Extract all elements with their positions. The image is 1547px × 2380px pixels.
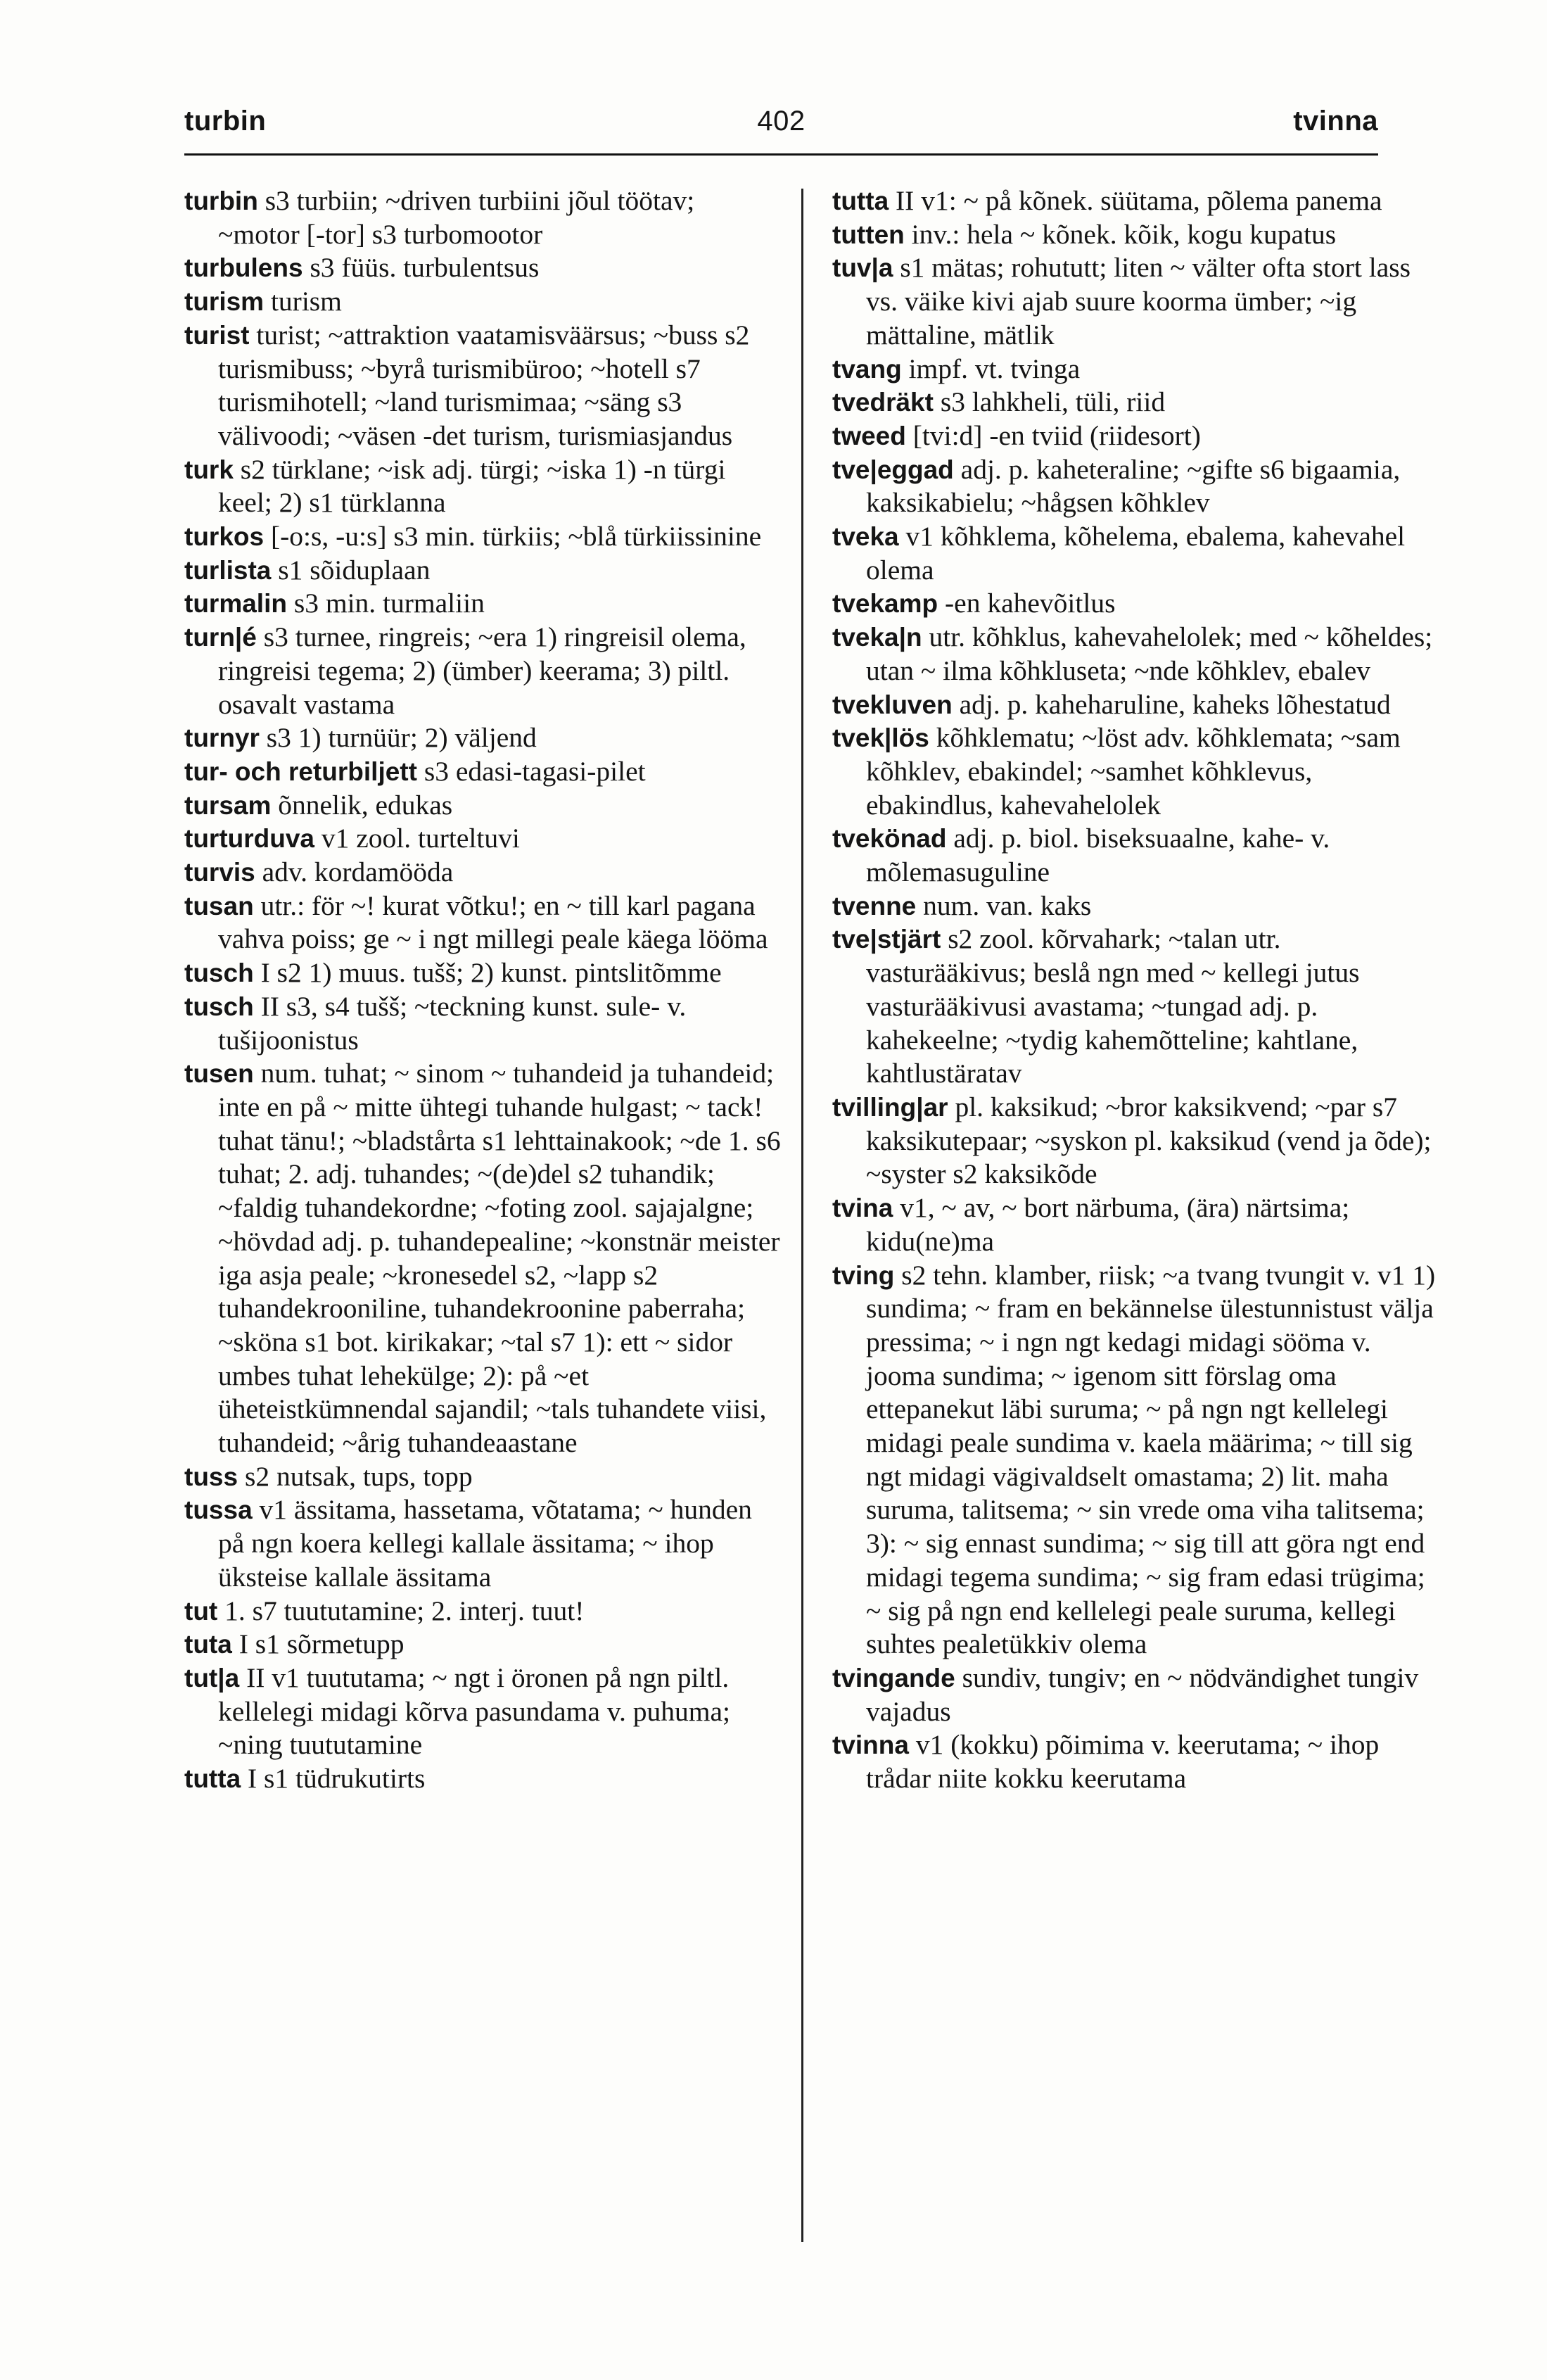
entry-headword: tusch — [184, 992, 254, 1021]
entry-headword: turist — [184, 320, 250, 350]
entry-definition: turist; ~attraktion vaatamisväärsus; ~buss s2 turismibuss; ~byrå turismibüroo; ~hotell s7 turismihotell; ~land turismimaa; ~säng s3 välivoodi; ~väsen -det turism, turismiasjandus — [218, 319, 750, 451]
dictionary-entry — [832, 1091, 1444, 1191]
dictionary-entry — [832, 621, 1444, 688]
entry-definition: I s2 1) muus. tušš; 2) kunst. pintslitõmme — [260, 957, 722, 989]
dictionary-entry — [184, 184, 782, 251]
entry-headword: tvedräkt — [832, 388, 934, 417]
dictionary-entry — [832, 1728, 1444, 1795]
dictionary-entry — [184, 1595, 782, 1628]
entry-definition: v1 ässitama, hassetama, võtatama; ~ hunden på ngn koera kellegi kallale ässitama; ~ ihop üksteise kallale ässitama — [218, 1494, 752, 1593]
dictionary-entry — [184, 789, 782, 823]
entry-definition: [-o:s, -u:s] s3 min. türkiis; ~blå türkiissinine — [270, 521, 762, 552]
entry-headword: tvek|lös — [832, 723, 929, 753]
dictionary-entry — [184, 755, 782, 789]
entry-definition: inv.: hela ~ kõnek. kõik, kogu kupatus — [911, 218, 1337, 250]
entry-headword: tusch — [184, 958, 254, 988]
entry-definition: turism — [270, 286, 342, 317]
dictionary-entry — [184, 621, 782, 721]
entry-definition: s2 zool. kõrvahark; ~talan utr. vasturääkivus; beslå ngn med ~ kellegi jutus vasturääkivusi avastama; ~tungad adj. p. kahekeelne; ~tydig kahemõtteline; kahtlane, kahtlustäratav — [866, 923, 1360, 1089]
entry-definition: -en kahevõitlus — [945, 588, 1116, 619]
dictionary-entry — [184, 1762, 782, 1796]
entry-definition: num. van. kaks — [923, 890, 1092, 921]
dictionary-entry — [184, 1460, 782, 1494]
entry-definition: utr. kõhklus, kahevahelolek; med ~ kõheldes; utan ~ ilma kõhkluseta; ~nde kõhklev, ebalev — [866, 621, 1433, 686]
entry-headword: tvina — [832, 1194, 893, 1223]
entry-headword: tvinna — [832, 1730, 909, 1760]
entry-headword: tveka — [832, 522, 899, 552]
entry-definition: sundiv, tungiv; en ~ nödvändighet tungiv vajadus — [866, 1661, 1419, 1727]
entry-definition: s3 edasi-tagasi-pilet — [424, 755, 646, 787]
entry-headword: turvis — [184, 858, 255, 887]
entry-headword: turbin — [184, 186, 258, 215]
entry-definition: s3 turnee, ringreis; ~era 1) ringreisil olema, ringreisi tegema; 2) (ümber) keerama; 3) piltl. osavalt vastama — [218, 621, 746, 720]
entry-headword: tuss — [184, 1462, 238, 1491]
entry-definition: [tvi:d] -en tviid (riidesort) — [912, 419, 1201, 451]
entry-headword: tutten — [832, 220, 905, 249]
dictionary-entry — [832, 218, 1444, 252]
entry-definition: 1. s7 tuututamine; 2. interj. tuut! — [224, 1595, 585, 1626]
dictionary-entry — [184, 285, 782, 319]
dictionary-entry — [184, 587, 782, 621]
dictionary-entry — [184, 319, 782, 453]
dictionary-entry — [832, 386, 1444, 419]
entry-headword: turnyr — [184, 723, 260, 753]
entry-headword: tuv|a — [832, 253, 893, 283]
entry-headword: tusan — [184, 891, 254, 920]
dictionary-entry — [184, 721, 782, 755]
dictionary-entry — [832, 1661, 1444, 1728]
dictionary-entry — [832, 520, 1444, 587]
dictionary-entry — [184, 1057, 782, 1460]
entry-definition: v1 (kokku) põimima v. keerutama; ~ ihop trådar niite kokku keerutama — [866, 1729, 1380, 1795]
entry-headword: tvekönad — [832, 824, 947, 854]
entry-definition: I s1 sõrmetupp — [238, 1628, 405, 1660]
dictionary-entry — [832, 251, 1444, 352]
dictionary-entry — [184, 890, 782, 956]
entry-headword: tvekluven — [832, 690, 953, 719]
dictionary-entry — [832, 353, 1444, 386]
dictionary-entry — [184, 1661, 782, 1762]
dictionary-entry — [832, 1259, 1444, 1661]
dictionary-entry — [184, 453, 782, 520]
entry-definition: II v1 tuututama; ~ ngt i öronen på ngn piltl. kellelegi midagi kõrva pasundama v. puhuma; ~ning tuututamine — [218, 1661, 730, 1761]
entry-definition: I s1 tüdrukutirts — [248, 1763, 426, 1795]
entry-headword: tur- och returbiljett — [184, 757, 417, 786]
entry-definition: s2 türklane; ~isk adj. türgi; ~iska 1) -n türgi keel; 2) s1 türklanna — [218, 453, 726, 519]
entry-headword: tve|eggad — [832, 455, 954, 484]
entry-headword: turbulens — [184, 253, 303, 283]
header-rule — [184, 153, 1378, 156]
entry-headword: tursam — [184, 790, 272, 820]
entry-definition: s2 tehn. klamber, riisk; ~a tvang tvungit v. v1 1) sundima; ~ fram en bekännelse ülestunnistust välja pressima; ~ i ngn ngt kedagi midagi sööma v. jooma sundima; ~ igenom sitt förslag oma ettepanekut läbi suruma; ~ på ngn ngt kellelegi midagi peale sundima v. kaela määrima; ~ till sig ngt midagi vägivaldselt omastama; 2) lit. maha suruma, talitsema; ~ sin vrede oma viha talitsema; 3): ~ sig ennast sundima; ~ sig till att göra ngt end midagi tegema sundima; ~ sig fram edasi trügima; ~ sig på ngn end kellelegi peale suruma, kellegi suhtes pealetükkiv olema — [866, 1259, 1436, 1660]
entry-headword: tusen — [184, 1059, 254, 1089]
dictionary-entry — [832, 587, 1444, 621]
entry-definition: adj. p. kaheteraline; ~gifte s6 bigaamia, kaksikabielu; ~hågsen kõhklev — [866, 453, 1401, 519]
entry-headword: tvang — [832, 354, 902, 384]
entry-headword: turkos — [184, 522, 265, 552]
entry-definition: pl. kaksikud; ~bror kaksikvend; ~par s7 kaksikutepaar; ~syskon pl. kaksikud (vend ja õde); ~syster s2 kaksikõde — [866, 1091, 1432, 1190]
entry-definition: s3 turbiin; ~driven turbiini jõul töötav; ~motor [-tor] s3 turbomootor — [218, 185, 695, 250]
entry-definition: num. tuhat; ~ sinom ~ tuhandeid ja tuhandeid; inte en på ~ mitte ühtegi tuhande hulgast; ~ tack! tuhat tänu!; ~bladstårta s1 lehttainakook; ~de 1. s6 tuhat; 2. adj. tuhandes; ~(de)del s2 tuhandik; ~faldig tuhandekordne; ~foting zool. sajajalgne; ~hövdad adj. p. tuhandepealine; ~konstnär meister iga asja peale; ~kronesedel s2, ~lapp s2 tuhandekrooniline, tuhandekroonine paberraha; ~sköna s1 bot. kirikakar; ~tal s7 1): ett ~ sidor umbes tuhat lehekülge; 2): på ~et üheteistkümnendal sajandil; ~tals tuhandete viisi, tuhandeid; ~årig tuhandeaastane — [218, 1058, 781, 1459]
entry-headword: tvingande — [832, 1663, 955, 1692]
dictionary-entry — [184, 990, 782, 1057]
dictionary-entry — [832, 923, 1444, 1091]
dictionary-entry — [832, 1191, 1444, 1258]
entry-definition: s3 lahkheli, tüli, riid — [940, 386, 1166, 418]
entry-headword: tweed — [832, 421, 906, 450]
entry-definition: adj. p. kaheharuline, kaheks lõhestatud — [959, 688, 1391, 720]
entry-definition: s3 füüs. turbulentsus — [310, 252, 540, 284]
dictionary-entry — [832, 688, 1444, 722]
dictionary-entry — [832, 184, 1444, 218]
page-number: 402 — [757, 106, 806, 137]
dictionary-entry — [832, 890, 1444, 923]
dictionary-entry — [184, 554, 782, 588]
page-header — [184, 106, 1378, 148]
entry-definition: adj. p. biol. biseksuaalne, kahe- v. mõlemasuguline — [866, 823, 1330, 888]
dictionary-entry — [184, 1493, 782, 1594]
entry-definition: adv. kordamööda — [262, 856, 454, 888]
entry-definition: s2 nutsak, tups, topp — [244, 1460, 473, 1492]
dictionary-entry — [184, 856, 782, 890]
entry-headword: turmalin — [184, 589, 287, 619]
dictionary-entry — [184, 956, 782, 990]
entry-headword: tussa — [184, 1495, 253, 1525]
entry-definition: õnnelik, edukas — [278, 789, 453, 821]
column-divider — [801, 189, 803, 2242]
entry-headword: turlista — [184, 555, 272, 585]
entry-headword: tut|a — [184, 1663, 240, 1692]
entry-headword: tveka|n — [832, 623, 922, 652]
left-guide-word: turbin — [184, 106, 267, 137]
entry-headword: tvekamp — [832, 589, 938, 619]
entry-definition: s1 sõiduplaan — [278, 554, 431, 585]
right-column — [832, 184, 1444, 1796]
entry-definition: II s3, s4 tušš; ~teckning kunst. sule- v. tušijoonistus — [218, 990, 687, 1056]
entry-headword: turn|é — [184, 623, 257, 652]
dictionary-entry — [832, 822, 1444, 889]
dictionary-entry — [184, 520, 782, 554]
entry-headword: tut — [184, 1596, 218, 1626]
entry-definition: v1 zool. turteltuvi — [321, 823, 520, 854]
entry-definition: s3 min. turmaliin — [293, 588, 485, 619]
entry-headword: tve|stjärt — [832, 925, 941, 954]
entry-headword: tving — [832, 1260, 895, 1290]
entry-definition: s1 mätas; rohututt; liten ~ välter ofta stort lass vs. väike kivi ajab suure koorma ümber; ~ig mättaline, mätlik — [866, 252, 1411, 350]
dictionary-entry — [832, 453, 1444, 520]
entry-definition: II v1: ~ på kõnek. süütama, põlema panema — [896, 185, 1382, 216]
entry-definition: impf. vt. tvinga — [908, 353, 1081, 384]
entry-headword: turk — [184, 455, 234, 484]
left-column — [184, 184, 782, 1796]
entry-definition: v1, ~ av, ~ bort närbuma, (ära) närtsima; kidu(ne)ma — [866, 1192, 1350, 1257]
entry-headword: tuta — [184, 1630, 232, 1659]
entry-headword: tutta — [184, 1764, 241, 1794]
entry-definition: v1 kõhklema, kõhelema, ebalema, kahevahel olema — [866, 521, 1406, 585]
entry-definition: s3 1) turnüür; 2) väljend — [266, 722, 537, 754]
entry-headword: tvenne — [832, 891, 917, 920]
entry-headword: tutta — [832, 186, 889, 215]
entry-definition: kõhklematu; ~löst adv. kõhklemata; ~sam kõhklev, ebakindel; ~samhet kõhklevus, ebakindlus, kahevahelolek — [866, 722, 1401, 821]
dictionary-entry — [832, 419, 1444, 453]
dictionary-entry — [184, 822, 782, 856]
dictionary-entry — [184, 251, 782, 285]
right-guide-word: tvinna — [1293, 106, 1378, 137]
dictionary-entry — [184, 1628, 782, 1661]
entry-headword: tvilling|ar — [832, 1092, 948, 1122]
entry-headword: turturduva — [184, 824, 314, 854]
dictionary-entry — [832, 721, 1444, 822]
entry-definition: utr.: för ~! kurat võtku!; en ~ till karl pagana vahva poiss; ge ~ i ngt millegi peale käega lööma — [218, 890, 768, 955]
entry-headword: turism — [184, 287, 265, 317]
